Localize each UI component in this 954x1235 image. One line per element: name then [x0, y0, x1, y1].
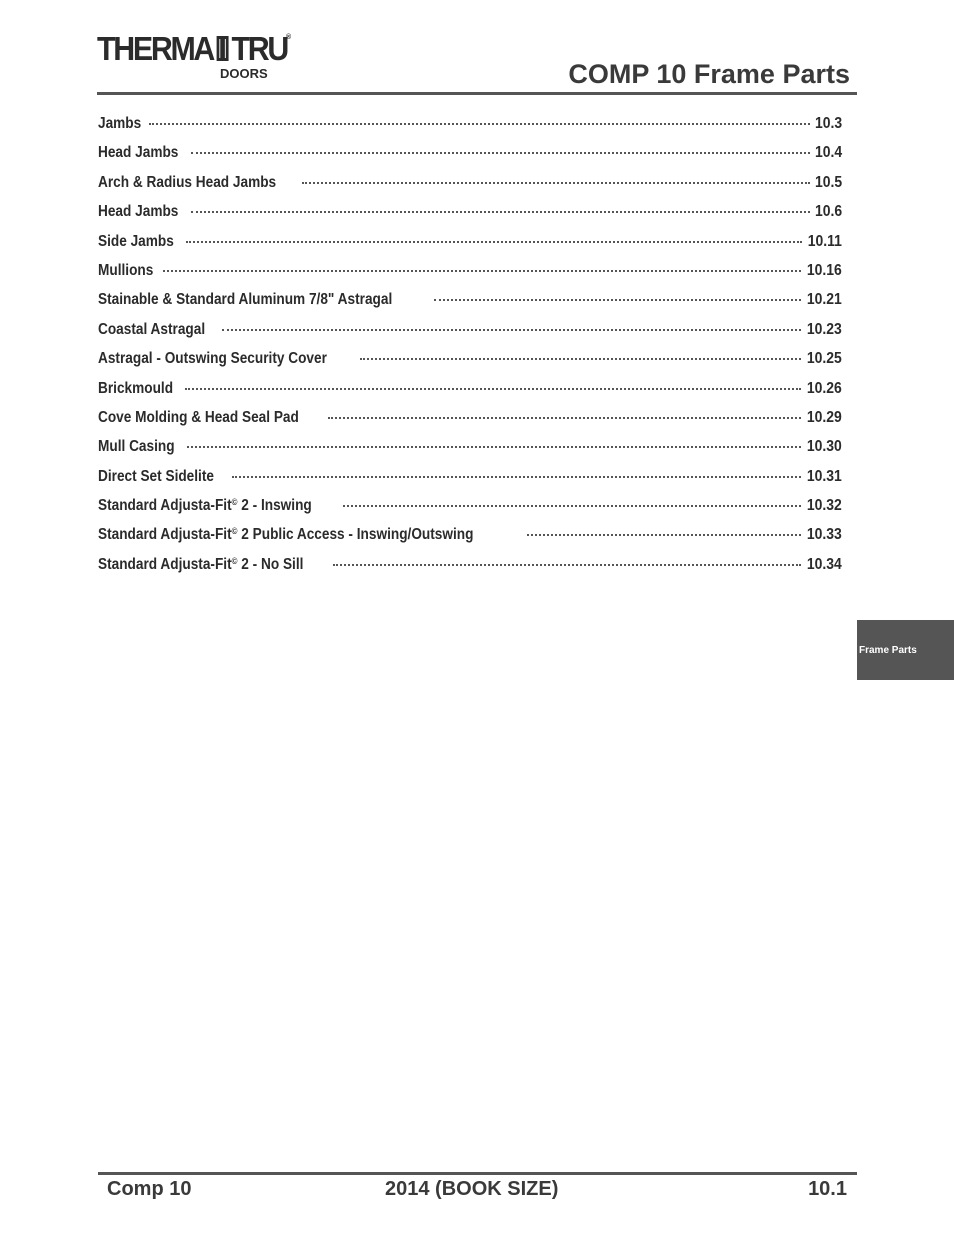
toc-entry-page: 10.5	[814, 173, 842, 191]
toc-entry-title	[98, 350, 358, 368]
registered-mark: ®	[286, 34, 292, 41]
toc-entry-title-text	[98, 233, 174, 251]
toc-entry[interactable]	[98, 144, 842, 173]
toc-entry-page: 10.32	[807, 497, 842, 515]
toc-title-part: Standard Adjusta-Fit	[98, 497, 232, 515]
toc-entry-title-text	[98, 438, 175, 456]
toc-entry-title	[98, 409, 326, 427]
toc-entry[interactable]	[98, 380, 842, 409]
toc-entry-title-text	[98, 350, 327, 368]
toc-entry[interactable]	[98, 468, 842, 497]
logo-wordmark	[97, 32, 287, 66]
toc-entry-page: 10.11	[807, 232, 842, 250]
toc-entry[interactable]	[98, 174, 842, 203]
dot-leader	[434, 297, 801, 301]
toc-entry-title	[98, 438, 185, 456]
toc-entry-page: 10.21	[807, 291, 842, 309]
toc-entry[interactable]	[98, 115, 842, 144]
toc-entry-page: 10.6	[814, 203, 842, 221]
toc-entry-title	[98, 526, 525, 544]
toc-entry[interactable]	[98, 262, 842, 291]
section-tab-label: Frame Parts	[859, 644, 917, 656]
toc-entry-title	[98, 291, 432, 309]
toc-title-part: Mull Casing	[98, 438, 175, 456]
toc-entry-title	[98, 233, 184, 251]
toc-entry-title	[98, 144, 189, 162]
toc-title-part: Head Jambs	[98, 144, 179, 162]
door-icon	[217, 36, 229, 61]
toc-title-part: 2 - No Sill	[237, 555, 304, 573]
dot-leader	[232, 474, 801, 478]
toc-entry[interactable]	[98, 409, 842, 438]
toc-entry-title-text	[98, 203, 178, 221]
table-of-contents	[98, 115, 842, 585]
footer-page-number: 10.1	[808, 1178, 847, 1200]
toc-title-part: Cove Molding & Head Seal Pad	[98, 408, 299, 426]
toc-entry-page: 10.3	[814, 115, 842, 132]
toc-entry-title-text	[98, 468, 214, 486]
toc-entry-page: 10.33	[807, 526, 842, 544]
toc-entry-page: 10.26	[807, 379, 842, 397]
toc-entry[interactable]	[98, 350, 842, 379]
toc-entry-page: 10.23	[807, 320, 842, 338]
toc-entry-title	[98, 262, 161, 280]
dot-leader	[191, 150, 810, 154]
toc-entry-title	[98, 115, 147, 133]
toc-entry-page: 10.34	[807, 555, 842, 573]
dot-leader	[186, 239, 802, 243]
toc-title-part: Brickmould	[98, 379, 174, 397]
header-divider	[97, 92, 857, 95]
toc-entry-title-text	[98, 321, 205, 339]
toc-entry[interactable]	[98, 497, 842, 526]
logo-subtitle: DOORS	[220, 66, 268, 81]
footer-divider	[98, 1172, 857, 1175]
toc-entry-page: 10.4	[814, 144, 842, 162]
toc-entry[interactable]	[98, 203, 842, 232]
dot-leader	[328, 415, 801, 419]
toc-title-part: Standard Adjusta-Fit	[98, 526, 232, 544]
copyright-mark: ©	[231, 555, 238, 566]
toc-entry-title-text	[98, 262, 153, 280]
toc-entry-page: 10.30	[807, 438, 842, 456]
toc-entry-title	[98, 174, 300, 192]
toc-title-part: Arch & Radius Head Jambs	[98, 173, 277, 191]
toc-title-part: Astragal - Outswing Security Cover	[98, 350, 327, 368]
dot-leader	[302, 180, 809, 184]
toc-entry[interactable]	[98, 321, 842, 350]
footer-edition: 2014 (BOOK SIZE)	[385, 1178, 559, 1200]
toc-entry-title-text	[98, 291, 392, 309]
toc-title-part: 2 - Inswing	[237, 497, 312, 515]
section-tab-frame-parts[interactable]	[857, 620, 954, 680]
dot-leader	[343, 503, 801, 507]
dot-leader	[360, 356, 801, 360]
toc-title-part: Standard Adjusta-Fit	[98, 555, 232, 573]
toc-title-part: Mullions	[98, 261, 154, 279]
dot-leader	[191, 209, 810, 213]
toc-entry-title-text	[98, 115, 141, 133]
dot-leader	[149, 121, 810, 125]
toc-entry[interactable]	[98, 556, 842, 585]
toc-entry-title-text	[98, 174, 276, 192]
toc-title-part: Coastal Astragal	[98, 320, 206, 338]
dot-leader	[333, 562, 801, 566]
toc-entry-page: 10.16	[807, 261, 842, 279]
toc-title-part: Head Jambs	[98, 203, 179, 221]
dot-leader	[163, 268, 801, 272]
toc-title-part: Stainable & Standard Aluminum 7/8" Astragal	[98, 291, 393, 309]
dot-leader	[187, 444, 801, 448]
toc-entry-title	[98, 321, 220, 339]
footer-section: Comp 10	[107, 1178, 192, 1200]
toc-entry-title-text	[98, 497, 312, 515]
toc-entry-title	[98, 380, 183, 398]
therma-tru-logo	[97, 32, 297, 84]
dot-leader	[222, 327, 801, 331]
dot-leader	[527, 532, 802, 536]
toc-title-part: 2 Public Access - Inswing/Outswing	[237, 526, 474, 544]
dot-leader	[185, 386, 801, 390]
copyright-mark: ©	[231, 526, 238, 537]
page-title: COMP 10 Frame Parts	[568, 59, 850, 89]
toc-entry-title-text	[98, 380, 173, 398]
toc-title-part: Side Jambs	[98, 232, 174, 250]
toc-entry-title-text	[98, 409, 299, 427]
toc-entry[interactable]	[98, 438, 842, 467]
logo-word-therma: THERMA	[97, 30, 214, 67]
logo-word-tru: TRU	[231, 30, 287, 67]
toc-entry-title	[98, 468, 230, 486]
toc-title-part: Direct Set Sidelite	[98, 467, 214, 485]
toc-entry-title	[98, 556, 331, 574]
toc-entry[interactable]	[98, 526, 842, 555]
toc-entry-page: 10.29	[807, 408, 842, 426]
toc-entry-title	[98, 497, 341, 515]
copyright-mark: ©	[231, 497, 238, 508]
toc-entry-title	[98, 203, 189, 221]
toc-entry[interactable]	[98, 233, 842, 262]
toc-entry-title-text	[98, 526, 473, 544]
toc-title-part: Jambs	[98, 115, 142, 132]
toc-entry-page: 10.25	[807, 350, 842, 368]
toc-entry[interactable]	[98, 291, 842, 320]
toc-entry-title-text	[98, 144, 178, 162]
toc-entry-title-text	[98, 556, 303, 574]
toc-entry-page: 10.31	[807, 467, 842, 485]
